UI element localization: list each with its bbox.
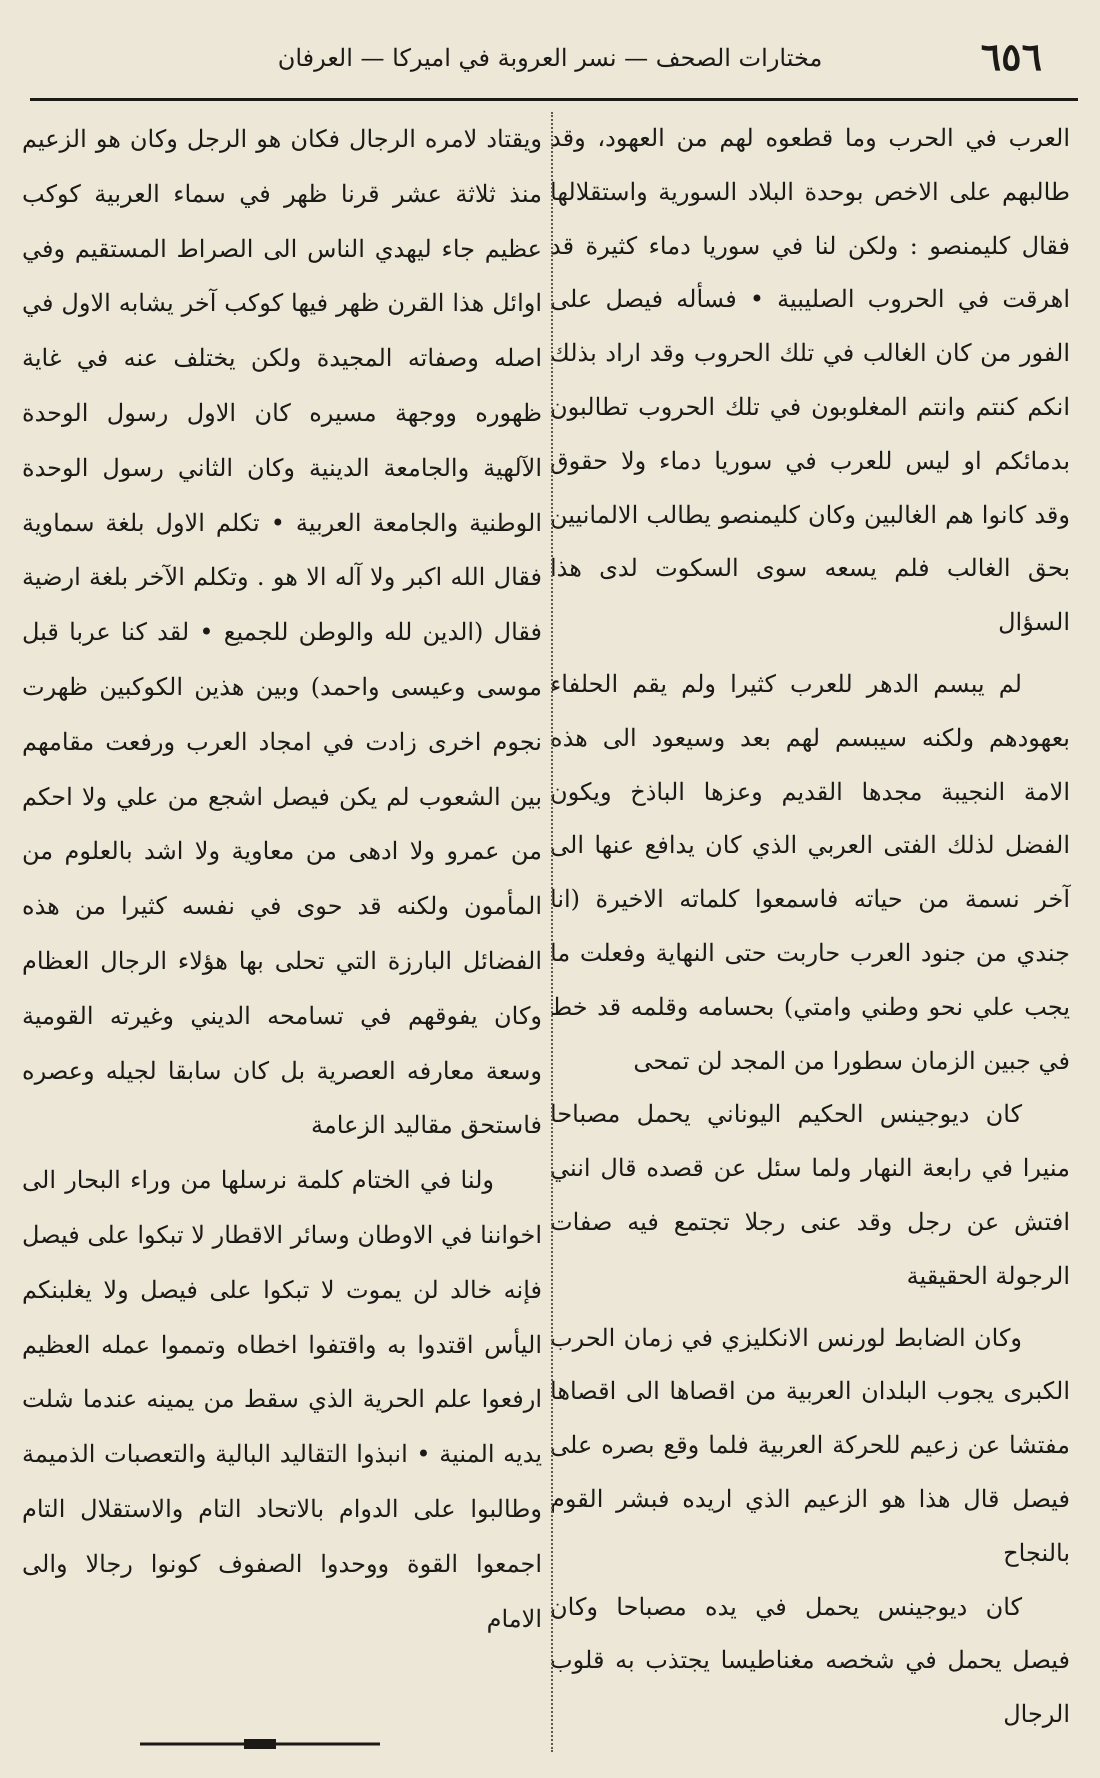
- paragraph: ولنا في الختام كلمة نرسلها من وراء البحار الى اخواننا في الاوطان وسائر الاقطار لا تبكوا على فيصل فإنه خالد لن يموت لا تبكوا على فيصل ولا يغلبنكم اليأس اقتدوا به واقتفوا اخطاه وتمموا عمله العظيم ارفعوا علم الحرية الذي سقط من يمينه عندما شلت يديه المنية • انبذوا التقاليد البالية والتعصبات الذميمة وطالبوا على الدوام بالاتحاد التام والاستقلال التام اجمعوا القوة ووحدوا الصفوف كونوا رجالا والى الامام: [22, 1166, 542, 1633]
- paragraph: العرب في الحرب وما قطعوه لهم من العهود، وقد طالبهم على الاخص بوحدة البلاد السورية واستقلالها فقال كليمنصو : ولكن لنا في سوريا دماء كثيرة قد اهرقت في الحروب الصليبية • فسأله فيصل على الفور من كان الغالب في تلك الحروب وقد اراد بذلك انكم كنتم وانتم المغلوبون في تلك الحروب تطالبون بدمائكم او ليس للعرب في سوريا دماء ولا حقوق وقد كانوا هم الغالبين وكان كليمنصو يطالب الالمانيين بحق الغالب فلم يسعه سوى السكوت لدى هذا السؤال: [550, 124, 1070, 637]
- left-column: [22, 112, 542, 1646]
- paragraph: كان ديوجينس الحكيم اليوناني يحمل مصباحا منيرا في رابعة النهار ولما سئل عن قصده قال انني افتش عن رجل وقد عنى رجلا تجتمع فيه صفات الرجولة الحقيقية: [550, 1100, 1070, 1290]
- right-column: [550, 112, 1070, 1742]
- header-rule: [30, 98, 1078, 101]
- page-header: [30, 28, 1070, 90]
- end-ornament-rule: [140, 1738, 380, 1750]
- paragraph: لم يبسم الدهر للعرب كثيرا ولم يقم الحلفاء بعهودهم ولكنه سيبسم لهم بعد وسيعود الى هذه الامة النجيبة مجدها القديم وعزها الباذخ ويكون الفضل لذلك الفتى العربي الذي كان يدافع عنها الى آخر نسمة من حياته فاسمعوا كلماته الاخيرة (انا جندي من جنود العرب حاربت حتى النهاية وفعلت ما يجب علي نحو وطني وامتي) بحسامه وقلمه قد خط في جبين الزمان سطورا من المجد لن تمحى: [550, 669, 1070, 1075]
- column-divider: [551, 112, 553, 1752]
- paragraph: وكان الضابط لورنس الانكليزي في زمان الحرب الكبرى يجوب البلدان العربية من اقصاها الى اقصاها مفتشا عن زعيم للحركة العربية فلما وقع بصره على فيصل قال هذا هو الزعيم الذي اريده فبشر القوم بالنجاح: [550, 1323, 1070, 1567]
- paragraph: كان ديوجينس يحمل في يده مصباحا وكان فيصل يحمل في شخصه مغناطيسا يجتذب به قلوب الرجال: [550, 1592, 1070, 1729]
- running-title: مختارات الصحف — نسر العروبة في اميركا — العرفان: [277, 44, 823, 72]
- page-number: ٦٥٦: [980, 34, 1042, 79]
- paragraph: ويقتاد لامره الرجال فكان هو الرجل وكان هو الزعيم منذ ثلاثة عشر قرنا ظهر في سماء العربية كوكب عظيم جاء ليهدي الناس الى الصراط المستقيم وفي اوائل هذا القرن ظهر فيها كوكب آخر يشابه الاول في اصله وصفاته المجيدة ولكن يختلف عنه في غاية ظهوره ووجهة مسيره كان الاول رسول الوحدة الآلهية والجامعة الدينية وكان الثاني رسول الوحدة الوطنية والجامعة العربية • تكلم الاول بلغة سماوية فقال الله اكبر ولا آله الا هو . وتكلم الآخر بلغة ارضية فقال (الدين لله والوطن للجميع • لقد كنا عربا قبل موسى وعيسى واحمد) وبين هذين الكوكبين ظهرت نجوم اخرى زادت في امجاد العرب ورفعت مقامهم بين الشعوب لم يكن فيصل اشجع من علي ولا احكم من عمرو ولا ادهى من معاوية ولا اشد بالعلوم من المأمون ولكنه قد حوى في نفسه كثيرا من هذه الفضائل البارزة التي تحلى بها هؤلاء الرجال العظام وكان يفوقهم في تسامحه الديني وغيرته القومية وسعة معارفه العصرية بل كان سابقا لجيله وعصره فاستحق مقاليد الزعامة: [22, 125, 542, 1140]
